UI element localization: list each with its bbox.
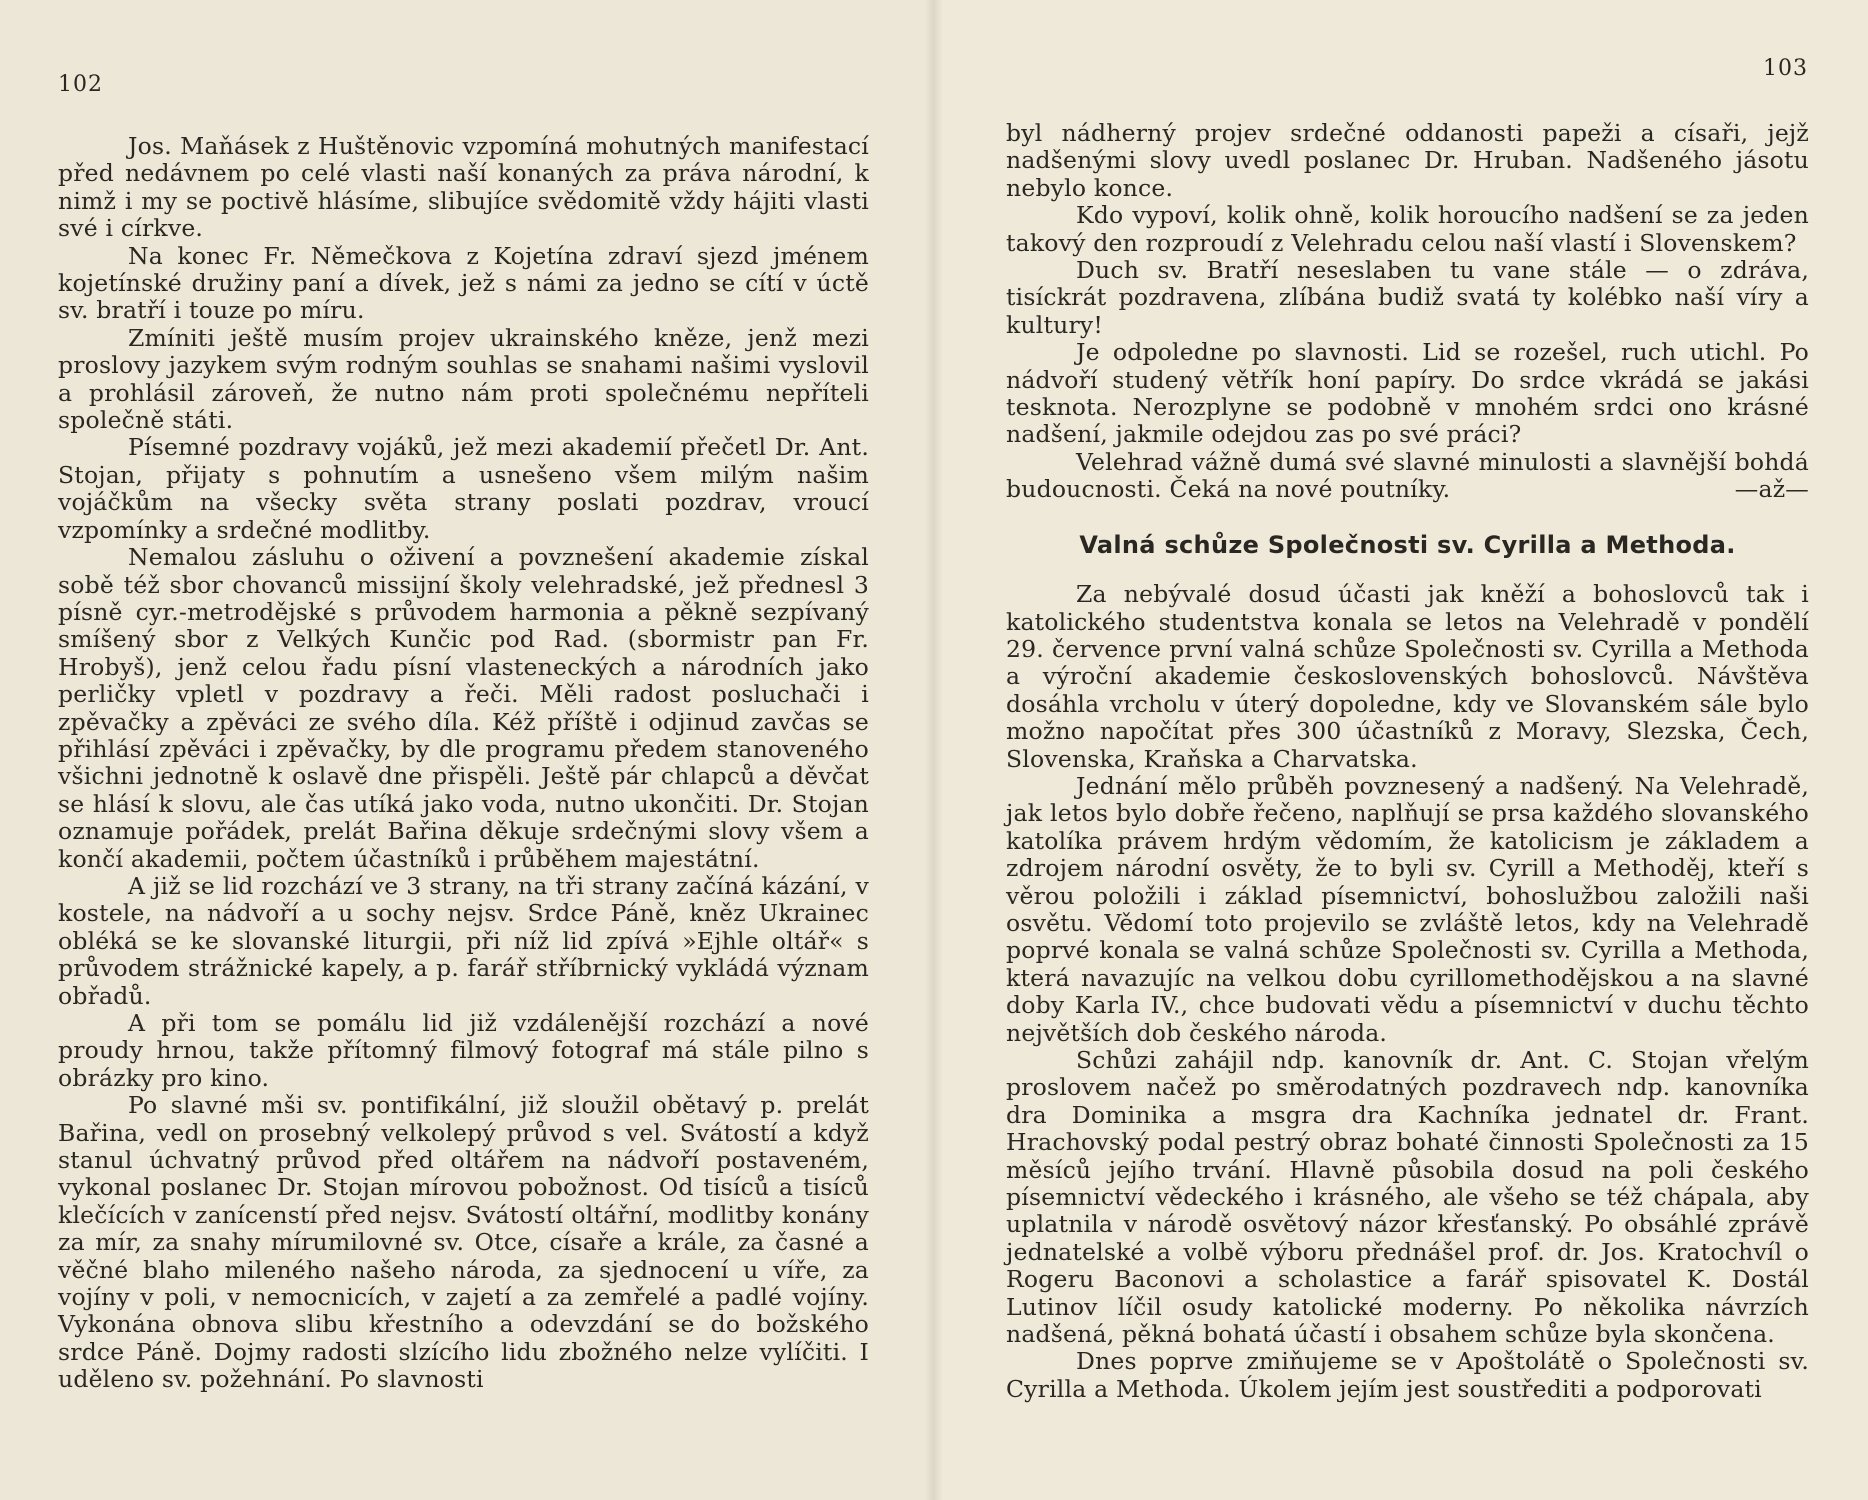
paragraph: Duch sv. Bratří neseslaben tu vane stále — o zdráva, tisíckrát pozdravena, zlíbána budiž svatá ty kolébko naší víry a kultury! [1006,256,1809,339]
paragraph: Kdo vypoví, kolik ohně, kolik horoucího nadšení se za jeden takový den rozproudí z Velehradu celou naší vlastí i Slovenskem? [1006,201,1809,257]
paragraph: Dnes poprve zmiňujeme se v Apoštolátě o Společnosti sv. Cyrilla a Methoda. Úkolem jejím jest soustřediti a podporovati [1006,1347,1809,1403]
paragraph: Po slavné mši sv. pontifikální, již sloužil obětavý p. prelát Bařina, vedl on prosebný velkolepý průvod s vel. Svátostí a když stanul úchvatný průvod před oltářem na nádvoří postaveném, vykonal poslanec Dr. Stojan mírovou pobožnost. Od tisíců a tisíců klečících v zanícenstí před nejsv. Svátostí oltářní, modlitby konány za mír, za snahy mírumilovné sv. Otce, císaře a krále, za časné a věčné blaho mileného našeho národa, za sjednocení u víře, za vojíny v poli, v nemocnicích, v zajetí a za zemřelé a padlé vojíny. Vykonána obnova slibu křestního a odevzdání se do božského srdce Páně. Dojmy radosti slzícího lidu zbožného nelze vylíčiti. I uděleno sv. požehnání. Po slavnosti [58,1091,869,1394]
page-number: 103 [1763,56,1808,81]
paragraph: A při tom se pomálu lid již vzdálenější rozchází a nové proudy hrnou, takže přítomný filmový fotograf má stále pilno s obrázky pro kino. [58,1009,869,1092]
right-page [934,0,1868,1500]
section-heading: Valná schůze Společnosti sv. Cyrilla a Methoda. [1079,530,1736,559]
paragraph: Jednání mělo průběh povznesený a nadšený. Na Velehradě, jak letos bylo dobře řečeno, naplňují se prsa každého slovanského katolíka právem hrdým vědomím, že katolicism je základem a zdrojem národní osvěty, že to byli sv. Cyrill a Methoděj, kteří s věrou položili i základ písemnictví, bohoslužbou založili naši osvětu. Vědomí toto projevilo se zvláště letos, kdy na Velehradě poprvé konala se valná schůze Společnosti sv. Cyrilla a Methoda, která navazujíc na velkou dobu cyrillomethodějskou a na slavné doby Karla IV., chce budovati vědu a písemnictví v duchu těchto největších dob českého národa. [1006,771,1809,1047]
book-gutter [925,0,943,1500]
right-page-text [1006,120,1809,1403]
paragraph-text: Velehrad vážně dumá své slavné minulosti a slavnější bohdá budoucnosti. Čeká na nové poutníky. [1006,447,1809,504]
paragraph: Zmíniti ještě musím projev ukrainského kněze, jenž mezi proslovy jazykem svým rodným souhlas se snahami našimi vyslovil a prohlásil zároveň, že nutno nám proti společnému nepříteli společně státi. [58,323,869,435]
paragraph: byl nádherný projev srdečné oddanosti papeži a císaři, jejž nadšenými slovy uvedl poslanec Dr. Hruban. Nadšeného jásotu nebylo konce. [1006,119,1809,202]
paragraph: Za nebývalé dosud účasti jak kněží a bohoslovců tak i katolického studentstva konala se letos na Velehradě v pondělí 29. července první valná schůze Společnosti sv. Cyrilla a Methoda a výroční akademie československých bohoslovců. Návštěva dosáhla vrcholu v úterý dopoledne, kdy ve Slovanském sále bylo možno napočítat přes 300 účastníků z Moravy, Slezska, Čech, Slovenska, Kraňska a Charvatska. [1006,580,1809,773]
paragraph: A již se lid rozchází ve 3 strany, na tři strany začíná kázání, v kostele, na nádvoří a u sochy nejsv. Srdce Páně, kněz Ukrainec obléká se ke slovanské liturgii, při níž lid zpívá »Ejhle oltář« s průvodem strážnické kapely, a p. farář stříbrnický vykládá význam obřadů. [58,871,869,1010]
paragraph: Na konec Fr. Němečkova z Kojetína zdraví sjezd jménem kojetínské družiny paní a dívek, jež s námi za jedno se cítí v úctě sv. bratří i touze po míru. [58,241,869,325]
paragraph: Je odpoledne po slavnosti. Lid se rozešel, ruch utichl. Po nádvoří studený větřík honí papíry. Do srdce vkrádá se jakási tesknota. Nerozplyne se podobně v mnohém srdci ono krásné nadšení, jakmile odejdou zas po své práci? [1006,338,1809,449]
author-signature: —až— [1734,475,1809,504]
paragraph-with-signature [1006,449,1809,504]
page-number: 102 [58,72,103,97]
paragraph: Schůzi zahájil ndp. kanovník dr. Ant. C. Stojan vřelým proslovem načež po směrodatných pozdravech ndp. kanovníka dra Dominika a msgra dra Kachníka jednatel dr. Frant. Hrachovský podal pestrý obraz bohaté činnosti Společnosti za 15 měsíců jejího trvání. Hlavně působila dosud na poli českého písemnictví vědeckého i krásného, ale všeho se též chápala, aby uplatnila v národě osvětový názor křesťanský. Po obsáhlé zprávě jednatelské a volbě výboru přednášel prof. dr. Jos. Kratochvíl o Rogeru Baconovi a scholastice a farář spisovatel K. Dostál Lutinov líčil osudy katolické moderny. Po několika návrzích nadšená, pěkná bohatá účastí i obsahem schůze byla skončena. [1006,1046,1809,1349]
paragraph: Jos. Maňásek z Huštěnovic vzpomíná mohutných manifestací před nedávnem po celé vlasti naší konaných za práva národní, k nimž i my se poctivě hlásíme, slibujíce svědomitě vždy hájiti vlasti své i církve. [58,132,869,243]
left-page-text [58,133,869,1394]
paragraph: Nemalou zásluhu o oživení a povznešení akademie získal sobě též sbor chovanců missijní školy velehradské, jež přednesl 3 písně cyr.-metrodějské s průvodem harmonia a pěkně sezpívaný smíšený sbor z Velkých Kunčic pod Rad. (sbormistr pan Fr. Hrobyš), jenž celou řadu písní vlasteneckých a národních jako perličky vpletl v pozdravy a řeči. Měli radost posluchači i zpěvačky a zpěváci ze svého díla. Kéž příště i odjinud zavčas se přihlásí zpěváci i zpěvačky, by dle programu předem stanoveného všichni jednotně k oslavě dne přispěli. Ještě pár chlapců a děvčat se hlásí k slovu, ale čas utíká jako voda, nutno ukončiti. Dr. Stojan oznamuje pořádek, prelát Bařina děkuje srdečnými slovy všem a končí akademii, počtem účastníků i průběhem majestátní. [58,543,869,873]
paragraph: Písemné pozdravy vojáků, jež mezi akademií přečetl Dr. Ant. Stojan, přijaty s pohnutím a usnešeno všem milým našim vojáčkům na všecky světa strany poslati pozdrav, vroucí vzpomínky a srdečné modlitby. [58,433,869,544]
